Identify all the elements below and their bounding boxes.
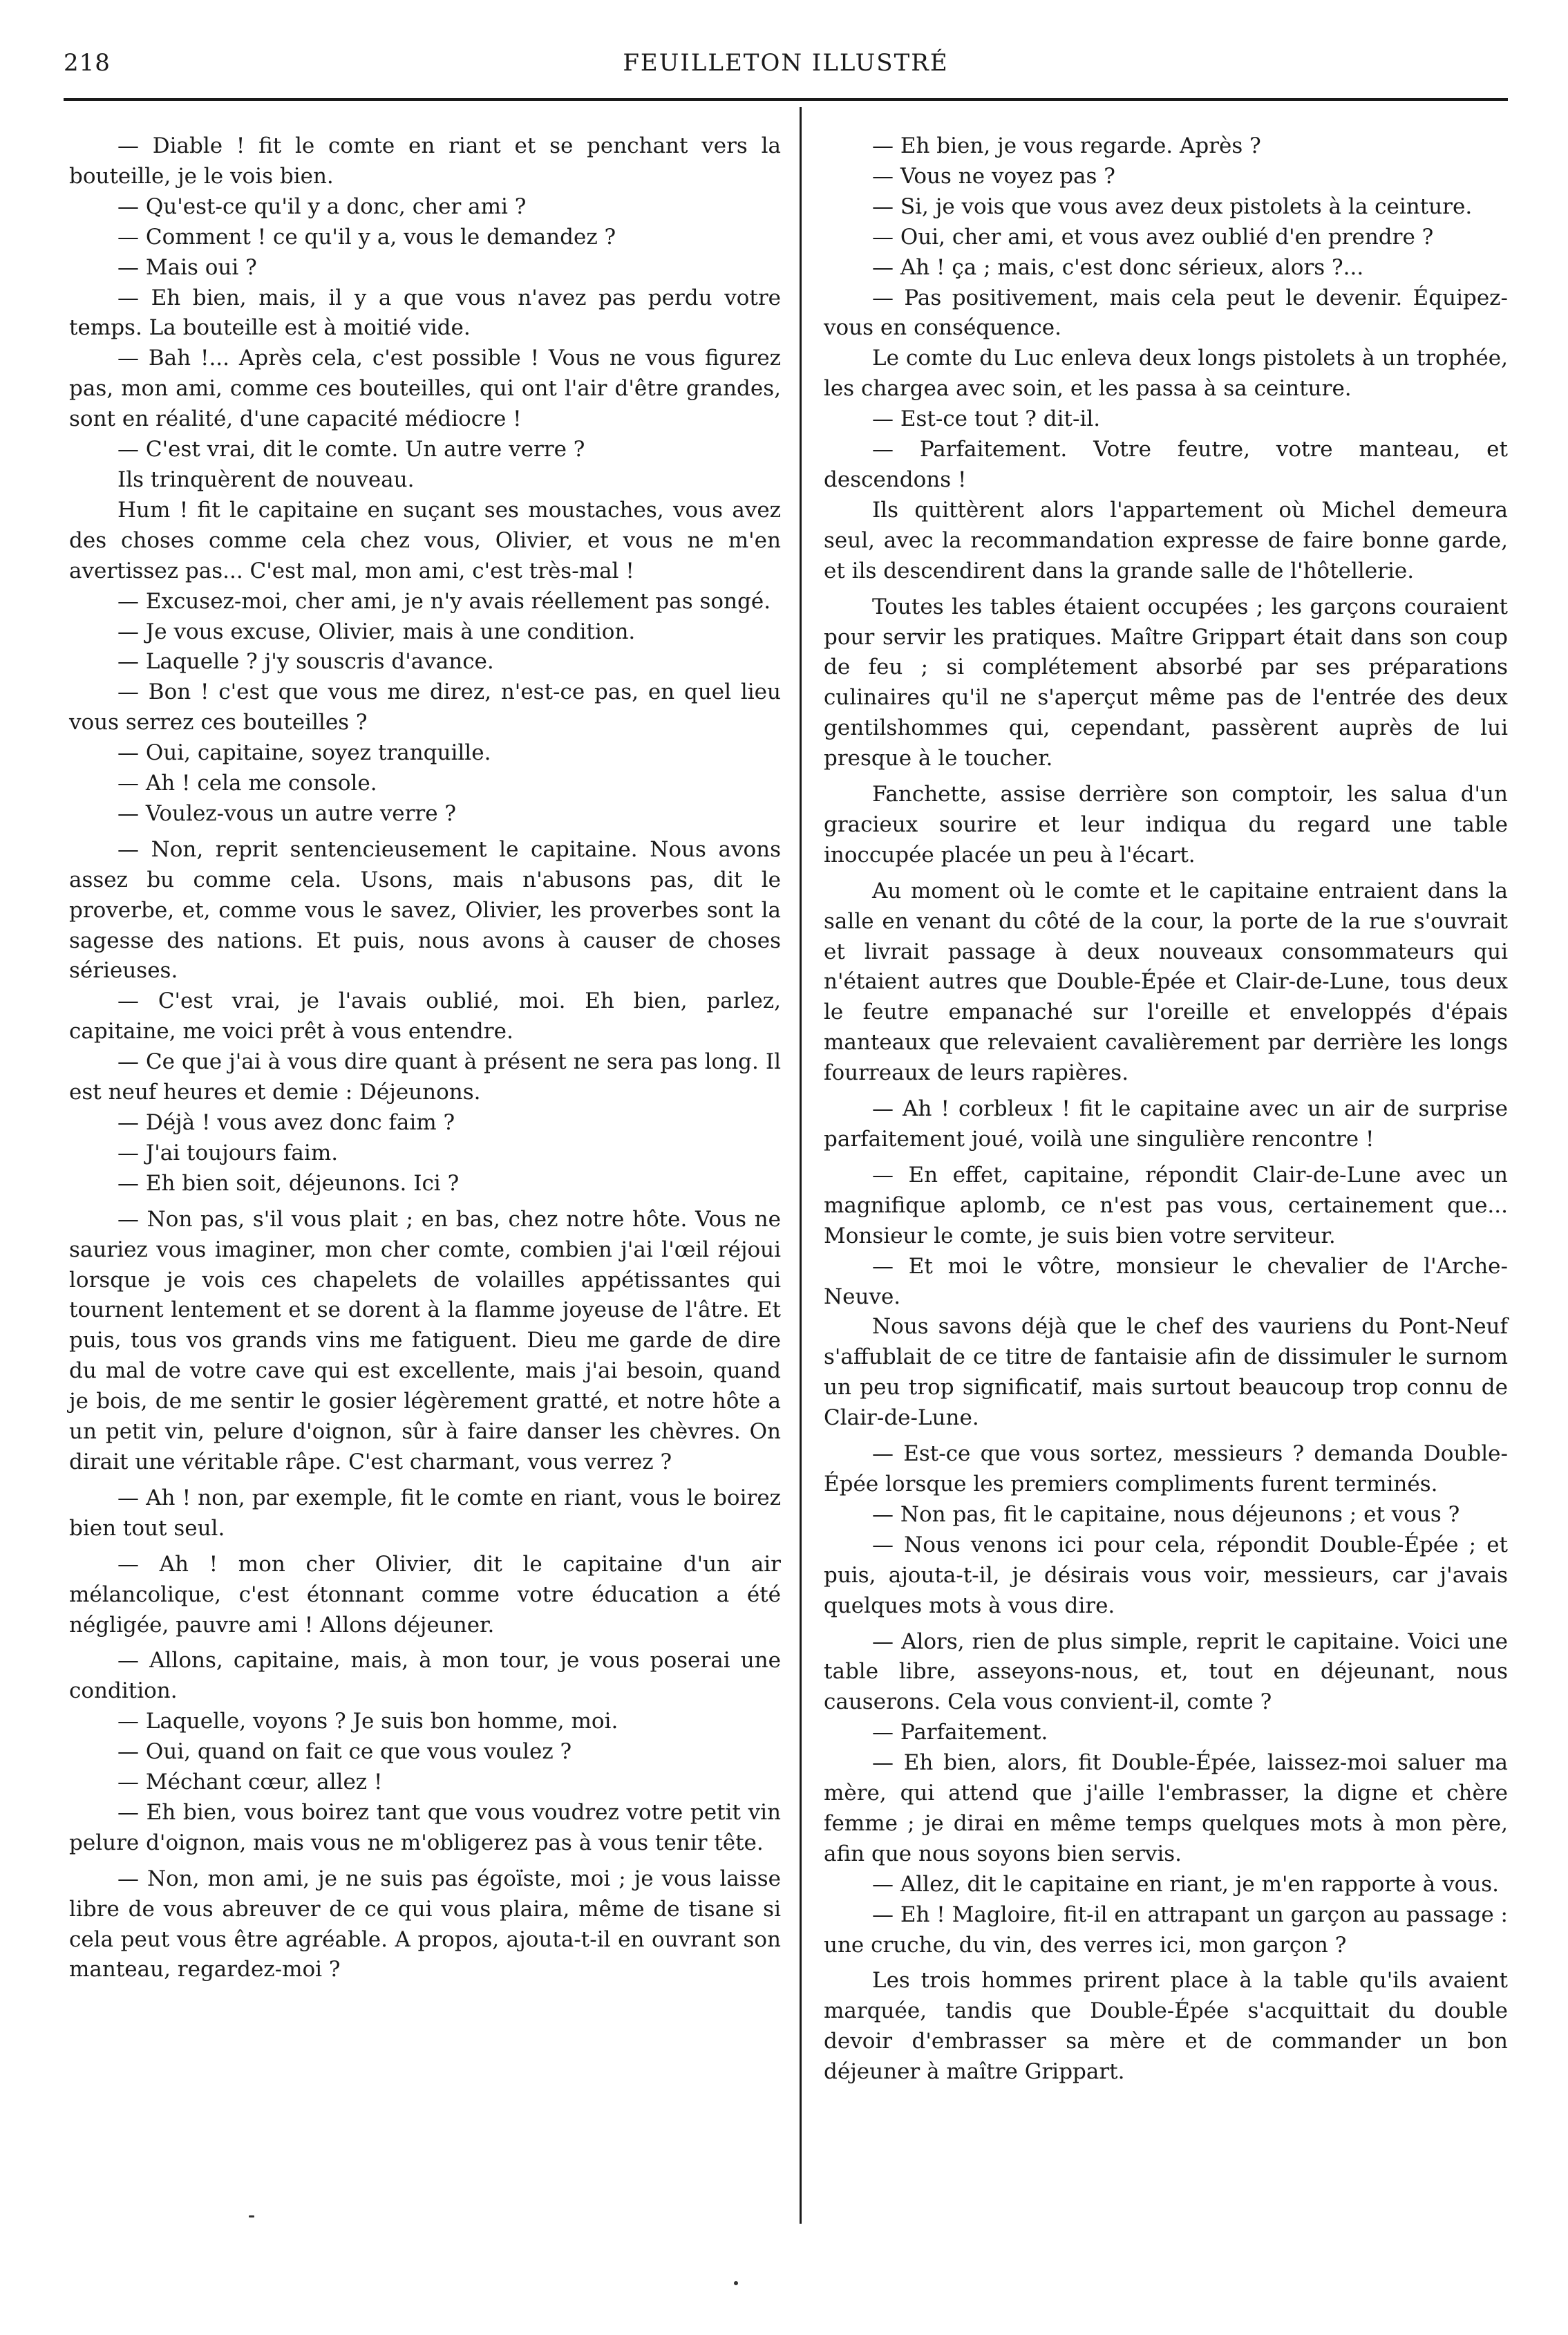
paragraph: — Oui, quand on fait ce que vous voulez ?: [117, 1739, 572, 1765]
column-divider: [800, 107, 802, 2224]
paragraph: — Vous ne voyez pas ?: [872, 163, 1115, 189]
header-rule: [64, 98, 1508, 101]
paragraph: — Bah !... Après cela, c'est possible ! Vous ne vous figurez pas, mon ami, comme ces bouteilles, qui ont l'air d'être grandes, sont en réalité, d'une capacité médiocre !: [69, 346, 781, 432]
paragraph: — Ah ! non, par exemple, fit le comte en riant, vous le boirez bien tout seul.: [69, 1485, 781, 1541]
paragraph: — Est-ce que vous sortez, messieurs ? demanda Double-Épée lorsque les premiers compliments furent terminés.: [824, 1441, 1508, 1497]
running-title: FEUILLETON ILLUSTRÉ: [623, 49, 949, 77]
ink-speck: [249, 2215, 254, 2217]
paragraph: Hum ! fit le capitaine en suçant ses moustaches, vous avez des choses comme cela chez vous, Olivier, et vous ne m'en avertissez pas... C'est mal, mon ami, c'est très-mal !: [69, 497, 781, 583]
paragraph: — Ce que j'ai à vous dire quant à présent ne sera pas long. Il est neuf heures et demie : Déjeunons.: [69, 1049, 781, 1105]
paragraph: — Comment ! ce qu'il y a, vous le demandez ?: [117, 224, 616, 250]
paragraph: — Oui, capitaine, soyez tranquille.: [117, 740, 491, 766]
paragraph: — Laquelle ? j'y souscris d'avance.: [117, 649, 494, 675]
paragraph: — Excusez-moi, cher ami, je n'y avais réellement pas songé.: [117, 588, 771, 614]
paragraph: — J'ai toujours faim.: [117, 1140, 339, 1165]
paragraph: — Qu'est-ce qu'il y a donc, cher ami ?: [117, 194, 527, 219]
paragraph: — Eh bien, vous boirez tant que vous voudrez votre petit vin pelure d'oignon, mais vous ne m'obligerez pas à vous tenir tête.: [69, 1799, 781, 1855]
paragraph: — Si, je vois que vous avez deux pistolets à la ceinture.: [872, 194, 1473, 219]
paragraph: — Ah ! corbleux ! fit le capitaine avec un air de surprise parfaitement joué, voilà une singulière rencontre !: [824, 1096, 1508, 1152]
paragraph: — Allez, dit le capitaine en riant, je m'en rapporte à vous.: [872, 1871, 1500, 1897]
paragraph: Fanchette, assise derrière son comptoir, les salua d'un gracieux sourire et leur indiqua du regard une table inoccupée placée un peu à l'écart.: [824, 782, 1508, 868]
paragraph: — Parfaitement. Votre feutre, votre manteau, et descendons !: [824, 437, 1508, 492]
paragraph: — Eh ! Magloire, fit-il en attrapant un garçon au passage : une cruche, du vin, des verres ici, mon garçon ?: [824, 1902, 1508, 1958]
paragraph: — Allons, capitaine, mais, à mon tour, je vous poserai une condition.: [69, 1648, 781, 1704]
paragraph: Ils quittèrent alors l'appartement où Michel demeura seul, avec la recommandation expresse de faire bonne garde, et ils descendirent dans la grande salle de l'hôtellerie.: [824, 497, 1508, 583]
paragraph: — Mais oui ?: [117, 254, 257, 280]
paragraph: — Je vous excuse, Olivier, mais à une condition.: [117, 619, 636, 644]
paragraph: — Eh bien, je vous regarde. Après ?: [872, 133, 1261, 158]
page-number: 218: [64, 49, 111, 77]
left-column: [69, 131, 781, 1985]
paragraph: — Ah ! cela me console.: [117, 771, 377, 796]
paragraph: — Alors, rien de plus simple, reprit le capitaine. Voici une table libre, asseyons-nous, et, tout en déjeunant, nous causerons. Cela vous convient-il, comte ?: [824, 1629, 1508, 1715]
paragraph: — C'est vrai, je l'avais oublié, moi. Eh bien, parlez, capitaine, me voici prêt à vous entendre.: [69, 988, 781, 1044]
paragraph: — Eh bien, alors, fit Double-Épée, laissez-moi saluer ma mère, qui attend que j'aille l'embrasser, la digne et chère femme ; je dirai en même temps quelques mots à mon père, afin que nous soyons bien servis.: [824, 1750, 1508, 1866]
paragraph: — Parfaitement.: [872, 1720, 1048, 1745]
paragraph: Le comte du Luc enleva deux longs pistolets à un trophée, les chargea avec soin, et les passa à sa ceinture.: [824, 346, 1508, 402]
paragraph: Les trois hommes prirent place à la table qu'ils avaient marquée, tandis que Double-Épée s'acquittait du double devoir d'embrasser sa mère et de commander un bon déjeuner à maître Grippart.: [824, 1968, 1508, 2085]
paragraph: — En effet, capitaine, répondit Clair-de-Lune avec un magnifique aplomb, ce n'est pas vous, certainement que... Monsieur le comte, je suis bien votre serviteur.: [824, 1162, 1508, 1248]
paragraph: — Laquelle, voyons ? Je suis bon homme, moi.: [117, 1709, 618, 1734]
paragraph: — Eh bien, mais, il y a que vous n'avez pas perdu votre temps. La bouteille est à moitié vide.: [69, 285, 781, 341]
paragraph: Ils trinquèrent de nouveau.: [117, 467, 415, 492]
paragraph: Au moment où le comte et le capitaine entraient dans la salle en venant du côté de la cour, la porte de la rue s'ouvrait et livrait passage à deux nouveaux consommateurs qui n'étaient autres que Double-Épée et Clair-de-Lune, tous deux le feutre empanaché sur l'oreille et enveloppés d'épais manteaux que relevaient cavalièrement par derrière les longs fourreaux de leurs rapières.: [824, 878, 1508, 1086]
paragraph: — Pas positivement, mais cela peut le devenir. Équipez-vous en conséquence.: [824, 285, 1508, 341]
paragraph: — Non, reprit sentencieusement le capitaine. Nous avons assez bu comme cela. Usons, mais n'abusons pas, dit le proverbe, et, comme vous le savez, Olivier, les proverbes sont la sagesse des nations. Et puis, nous avons à causer de choses sérieuses.: [69, 836, 781, 984]
paragraph: Toutes les tables étaient occupées ; les garçons couraient pour servir les pratiques. Maître Grippart était dans son coup de feu ; si complétement absorbé par ses préparations culinaires qu'il ne s'aperçut même pas de l'entrée des deux gentilshommes qui, cependant, passèrent auprès de lui presque à le toucher.: [824, 594, 1508, 771]
paragraph: — Déjà ! vous avez donc faim ?: [117, 1110, 455, 1135]
paragraph: — Ah ! ça ; mais, c'est donc sérieux, alors ?...: [872, 254, 1364, 280]
paragraph: — C'est vrai, dit le comte. Un autre verre ?: [117, 437, 585, 462]
ink-speck: [734, 2281, 738, 2285]
right-column: [824, 131, 1508, 2088]
paragraph: — Est-ce tout ? dit-il.: [872, 406, 1101, 432]
paragraph: — Ah ! mon cher Olivier, dit le capitaine d'un air mélancolique, c'est étonnant comme votre éducation a été négligée, pauvre ami ! Allons déjeuner.: [69, 1551, 781, 1638]
paragraph: Nous savons déjà que le chef des vauriens du Pont-Neuf s'affublait de ce titre de fantaisie afin de dissimuler le surnom un peu trop significatif, mais surtout beaucoup trop connu de Clair-de-Lune.: [824, 1314, 1508, 1431]
paragraph: — Eh bien soit, déjeunons. Ici ?: [117, 1170, 460, 1196]
paragraph: — Nous venons ici pour cela, répondit Double-Épée ; et puis, ajouta-t-il, je désirais vous voir, messieurs, car j'avais quelques mots à vous dire.: [824, 1532, 1508, 1618]
paragraph: — Non pas, s'il vous plait ; en bas, chez notre hôte. Vous ne sauriez vous imaginer, mon cher comte, combien j'ai l'œil réjoui lorsque je vois ces chapelets de volailles appétissantes qui tournent lentement et se dorent à la flamme joyeuse de l'âtre. Et puis, tous vos grands vins me fatiguent. Dieu me garde de dire du mal de votre cave qui est excellente, mais j'ai besoin, quand je bois, de me sentir le gosier légèrement gratté, et notre hôte a un petit vin, pelure d'oignon, sûr à faire danser les chèvres. On dirait une véritable râpe. C'est charmant, vous verrez ?: [69, 1206, 781, 1474]
page-header: [64, 46, 1508, 87]
paragraph: — Non pas, fit le capitaine, nous déjeunons ; et vous ?: [872, 1501, 1460, 1527]
paragraph: — Bon ! c'est que vous me direz, n'est-ce pas, en quel lieu vous serrez ces bouteilles ?: [69, 679, 781, 735]
paragraph: — Et moi le vôtre, monsieur le chevalier de l'Arche-Neuve.: [824, 1253, 1508, 1309]
paragraph: — Méchant cœur, allez !: [117, 1770, 383, 1795]
paragraph: — Oui, cher ami, et vous avez oublié d'en prendre ?: [872, 224, 1434, 250]
paragraph: — Voulez-vous un autre verre ?: [117, 800, 457, 826]
paragraph: — Diable ! fit le comte en riant et se penchant vers la bouteille, je le vois bien.: [69, 133, 781, 189]
paragraph: — Non, mon ami, je ne suis pas égoïste, moi ; je vous laisse libre de vous abreuver de ce qui vous plaira, même de tisane si cela peut vous être agréable. A propos, ajouta-t-il en ouvrant son manteau, regardez-moi ?: [69, 1866, 781, 1982]
